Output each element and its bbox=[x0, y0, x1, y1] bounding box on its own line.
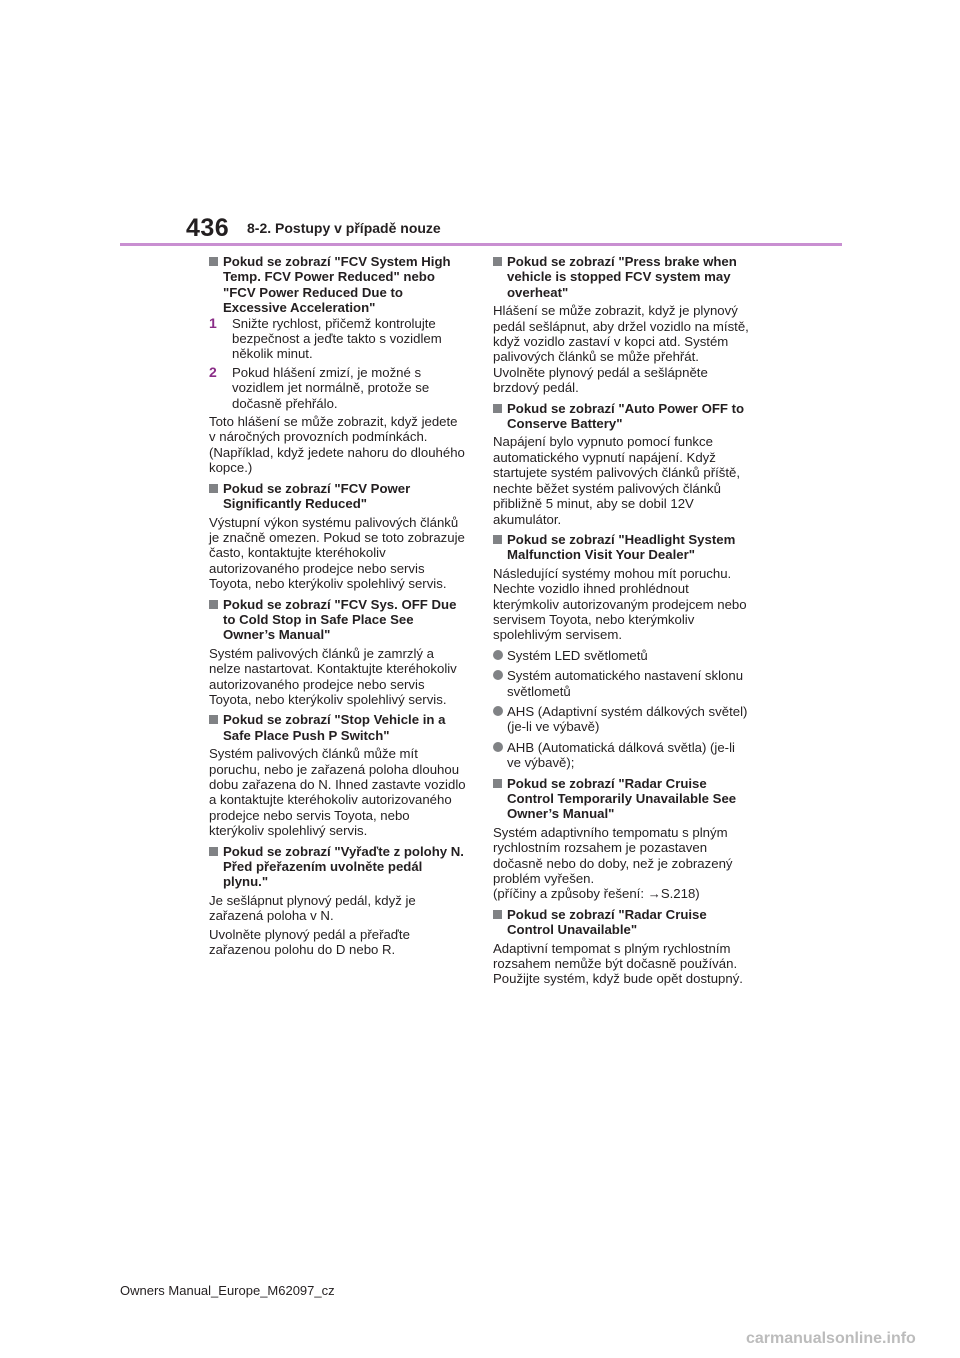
body-text: Systém palivových článků je zamrzlý a nelze nastartovat. Kontaktujte kteréhokoliv autorizovaného prodejce nebo servis Toyota, nebo kterýkoliv spolehlivý servis. bbox=[209, 645, 457, 707]
list-item bbox=[493, 740, 750, 771]
step-2 bbox=[209, 365, 466, 411]
heading-text: Pokud se zobrazí "Vyřaďte z polohy N. Před přeřazením uvolněte pedál plynu." bbox=[223, 843, 464, 890]
list-item-text: AHS (Adaptivní systém dálkových světel) (je-li ve výbavě) bbox=[507, 703, 748, 735]
section-heading bbox=[493, 532, 750, 563]
heading-text: Pokud se zobrazí "Auto Power OFF to Conserve Battery" bbox=[507, 400, 745, 432]
body-text: Toto hlášení se může zobrazit, když jedete v náročných provozních podmínkách. (Například, když jedete nahoru do dlouhého kopce.) bbox=[209, 414, 465, 476]
page-reference: (příčiny a způsoby řešení: →S.218) bbox=[493, 886, 700, 902]
section-radar-cruise-temp bbox=[493, 776, 750, 902]
square-bullet-icon bbox=[209, 597, 223, 643]
step-text: Pokud hlášení zmizí, je možné s vozidlem jet normálně, protože se dočasně přehřálo. bbox=[232, 364, 430, 411]
round-bullet-icon bbox=[493, 668, 507, 699]
step-number: 2 bbox=[209, 363, 217, 380]
square-bullet-icon bbox=[209, 844, 223, 890]
square-bullet-icon bbox=[493, 776, 507, 822]
body-text: Systém palivových článků může mít poruchu, nebo je zařazená poloha dlouhou dobu zařazena do N. Ihned zastavte vozidlo a kontaktujte kteréhokoliv autorizovaného prodejce nebo servis Toyota, nebo kterýkoliv spolehlivý servis. bbox=[209, 746, 466, 839]
left-column bbox=[209, 254, 466, 962]
square-bullet-icon bbox=[493, 254, 507, 300]
body-text: Uvolněte plynový pedál a přeřaďte zařazenou polohu do D nebo R. bbox=[209, 926, 410, 958]
page-number: 436 bbox=[186, 214, 230, 242]
section-heading bbox=[493, 776, 750, 822]
list-item-text: Systém automatického nastavení sklonu světlometů bbox=[507, 668, 744, 699]
list-item bbox=[493, 648, 750, 663]
section-heading bbox=[209, 597, 466, 643]
list-item bbox=[493, 704, 750, 735]
step-text: Snižte rychlost, přičemž kontrolujte bezpečnost a jeďte takto s vozidlem několik minut. bbox=[232, 315, 442, 362]
section-auto-power-off bbox=[493, 401, 750, 527]
heading-text: Pokud se zobrazí "FCV Power Significantly Reduced" bbox=[223, 480, 411, 512]
section-fcv-high-temp bbox=[209, 254, 466, 476]
body-text: Napájení bylo vypnuto pomocí funkce automatického vypnutí napájení. Když startujete systém palivových článků příště, nechte běžet systém palivových článků přibližně 5 minut, aby se dobil 12V akumulátor. bbox=[493, 434, 741, 527]
heading-text: Pokud se zobrazí "Stop Vehicle in a Safe Place Push P Switch" bbox=[223, 712, 446, 743]
body-text: Výstupní výkon systému palivových článků je značně omezen. Pokud se toto zobrazuje často, kontaktujte kteréhokoliv autorizovaného prodejce nebo servis Toyota, nebo kterýkoliv spolehlivý servis. bbox=[209, 514, 465, 592]
round-bullet-icon bbox=[493, 648, 507, 663]
section-heading bbox=[493, 907, 750, 938]
square-bullet-icon bbox=[493, 907, 507, 938]
section-headlight-malfunction bbox=[493, 532, 750, 771]
heading-text: Pokud se zobrazí "Press brake when vehicle is stopped FCV system may overheat" bbox=[507, 254, 737, 300]
heading-text: Pokud se zobrazí "Radar Cruise Control Temporarily Unavailable See Owner’s Manual" bbox=[507, 775, 737, 822]
section-fcv-power-reduced bbox=[209, 481, 466, 592]
step-number: 1 bbox=[209, 314, 217, 331]
list-item-text: Systém LED světlometů bbox=[507, 647, 648, 663]
section-radar-cruise-unavailable bbox=[493, 907, 750, 987]
section-shift-from-n bbox=[209, 844, 466, 958]
body-text: Hlášení se může zobrazit, když je plynový pedál sešlápnut, aby držel vozidlo na místě, když vozidlo zastaví v kopci atd. Systém palivových článků se může přehřát. Uvolněte plynový pedál a sešlápněte brzdový pedál. bbox=[493, 303, 749, 396]
section-heading bbox=[209, 481, 466, 512]
section-fcv-cold-stop bbox=[209, 597, 466, 708]
body-text: Adaptivní tempomat s plným rychlostním rozsahem nemůže být dočasně používán. Použijte systém, když bude opět dostupný. bbox=[493, 940, 743, 987]
square-bullet-icon bbox=[209, 712, 223, 743]
section-heading bbox=[493, 401, 750, 432]
section-title: 8-2. Postupy v případě nouze bbox=[247, 220, 441, 236]
header-rule bbox=[120, 243, 842, 246]
right-column bbox=[493, 254, 750, 992]
heading-text: Pokud se zobrazí "Radar Cruise Control Unavailable" bbox=[507, 906, 707, 938]
square-bullet-icon bbox=[209, 254, 223, 316]
section-press-brake bbox=[493, 254, 750, 396]
list-item-text: AHB (Automatická dálková světla) (je-li ve výbavě); bbox=[507, 739, 735, 771]
footer-manual-id: Owners Manual_Europe_M62097_cz bbox=[120, 1283, 335, 1298]
square-bullet-icon bbox=[493, 532, 507, 563]
body-text: Následující systémy mohou mít poruchu. Nechte vozidlo ihned prohlédnout kterýmkoliv autorizovaným prodejcem nebo servisem Toyota, nebo kterýmkoliv spolehlivým servisem. bbox=[493, 565, 747, 643]
section-heading bbox=[209, 844, 466, 890]
heading-text: Pokud se zobrazí "Headlight System Malfunction Visit Your Dealer" bbox=[507, 531, 736, 563]
section-heading bbox=[493, 254, 750, 300]
heading-text: Pokud se zobrazí "FCV Sys. OFF Due to Cold Stop in Safe Place See Owner’s Manual" bbox=[223, 596, 457, 643]
list-item bbox=[493, 668, 750, 699]
round-bullet-icon bbox=[493, 704, 507, 735]
body-text: Je sešlápnut plynový pedál, když je zařazená poloha v N. bbox=[209, 892, 416, 924]
round-bullet-icon bbox=[493, 740, 507, 771]
heading-text: Pokud se zobrazí "FCV System High Temp. FCV Power Reduced" nebo "FCV Power Reduced Due to Excessive Acceleration" bbox=[223, 254, 451, 316]
section-stop-vehicle bbox=[209, 712, 466, 838]
square-bullet-icon bbox=[493, 401, 507, 432]
square-bullet-icon bbox=[209, 481, 223, 512]
body-text: Systém adaptivního tempomatu s plným rychlostním rozsahem je pozastaven dočasně nebo do doby, než je zobrazený problém vyřešen. bbox=[493, 824, 733, 887]
watermark: carmanualsonline.info bbox=[746, 1330, 916, 1347]
section-heading bbox=[209, 712, 466, 743]
step-1 bbox=[209, 316, 466, 362]
section-heading bbox=[209, 254, 466, 316]
